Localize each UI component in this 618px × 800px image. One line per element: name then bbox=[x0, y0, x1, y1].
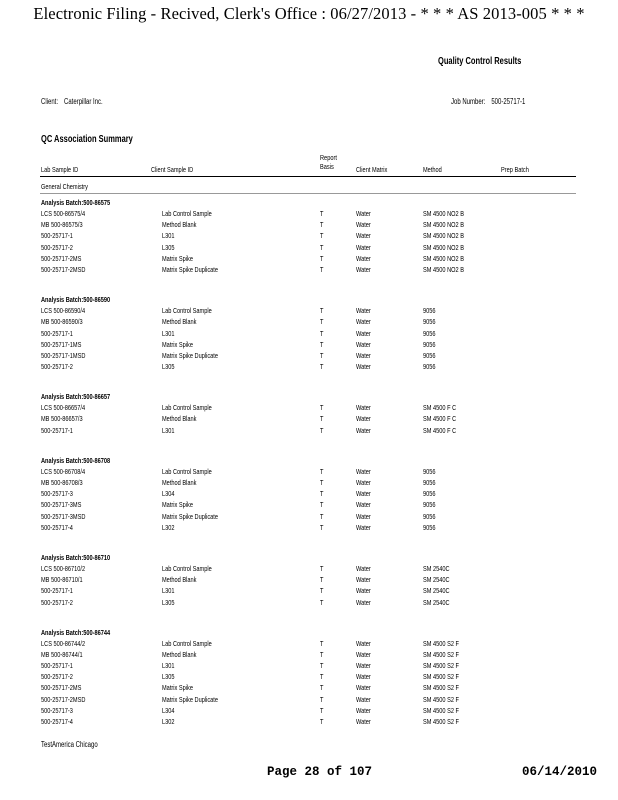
lab-sample-id-cell: LCS 500-86575/4 bbox=[41, 209, 86, 218]
batch-title-text: Analysis Batch:500-86708 bbox=[41, 455, 111, 465]
table-row bbox=[0, 243, 618, 254]
client-sample-id-cell: Lab Control Sample bbox=[162, 403, 212, 413]
client-matrix-cell: Water bbox=[356, 511, 371, 521]
lab-sample-id-cell: MB 500-86575/3 bbox=[41, 220, 83, 230]
lab-sample-id-cell: 500-25717-2 bbox=[41, 672, 73, 682]
client-matrix-cell: Water bbox=[356, 500, 371, 510]
lab-sample-id-cell: 500-25717-1MS bbox=[41, 339, 82, 349]
method-cell: 9056 bbox=[423, 317, 436, 327]
client-matrix-cell: Water bbox=[356, 489, 371, 499]
report-basis-cell: T bbox=[320, 511, 324, 521]
client-sample-id-cell: Matrix Spike Duplicate bbox=[162, 350, 218, 360]
method-cell: 9056 bbox=[423, 306, 436, 316]
report-basis-cell: T bbox=[320, 683, 324, 693]
header-client-matrix: Client Matrix bbox=[356, 165, 388, 174]
client-sample-id-cell: Method Blank bbox=[162, 649, 197, 659]
client-matrix-cell: Water bbox=[356, 403, 371, 413]
client-sample-id-cell: L301 bbox=[162, 231, 175, 241]
client-matrix-cell: Water bbox=[356, 306, 371, 316]
report-basis-cell: T bbox=[320, 220, 324, 230]
method-cell: 9056 bbox=[423, 489, 436, 499]
batch-title-text: Analysis Batch:500-86590 bbox=[41, 295, 111, 305]
client-sample-id-cell: L302 bbox=[162, 717, 175, 726]
method-cell: SM 4500 NO2 B bbox=[423, 253, 464, 263]
client-matrix-cell: Water bbox=[356, 586, 371, 596]
analysis-batch bbox=[0, 553, 618, 609]
client-sample-id-cell: L304 bbox=[162, 489, 175, 499]
client-sample-id-cell: L304 bbox=[162, 705, 175, 715]
method-cell: SM 2540C bbox=[423, 586, 450, 596]
client-matrix-cell: Water bbox=[356, 317, 371, 327]
lab-sample-id-cell: 500-25717-1 bbox=[41, 328, 73, 338]
job-info bbox=[451, 97, 525, 106]
method-cell: SM 4500 F C bbox=[423, 403, 457, 413]
batch-spacer bbox=[0, 534, 618, 553]
lab-sample-id-cell: 500-25717-3 bbox=[41, 489, 73, 499]
table-row bbox=[0, 254, 618, 265]
client-matrix-cell: Water bbox=[356, 563, 371, 573]
table-row bbox=[0, 231, 618, 242]
table-row bbox=[0, 639, 618, 650]
lab-sample-id-cell: 500-25717-1 bbox=[41, 586, 73, 596]
method-cell: 9056 bbox=[423, 350, 436, 360]
lab-sample-id-cell: 500-25717-3MSD bbox=[41, 511, 86, 521]
report-basis-cell: T bbox=[320, 478, 324, 487]
method-cell: 9056 bbox=[423, 339, 436, 349]
filing-banner: Electronic Filing - Recived, Clerk's Office : 06/27/2013 - * * * AS 2013-005 * * * bbox=[33, 4, 585, 23]
client-sample-id-cell: L305 bbox=[162, 362, 175, 372]
lab-sample-id-cell: LCS 500-86710/2 bbox=[41, 563, 86, 573]
report-basis-cell: T bbox=[320, 414, 324, 424]
report-basis-cell: T bbox=[320, 672, 324, 682]
report-basis-cell: T bbox=[320, 489, 324, 499]
method-cell: SM 4500 NO2 B bbox=[423, 242, 464, 252]
report-basis-cell: T bbox=[320, 403, 324, 413]
report-basis-cell: T bbox=[320, 661, 324, 671]
lab-sample-id-cell: 500-25717-2MS bbox=[41, 253, 82, 263]
method-cell: SM 4500 S2 F bbox=[423, 705, 459, 715]
method-cell: 9056 bbox=[423, 466, 436, 476]
lab-sample-id-cell: 500-25717-1 bbox=[41, 231, 73, 241]
report-basis-cell: T bbox=[320, 694, 324, 704]
report-title: Quality Control Results bbox=[438, 56, 522, 67]
table-row bbox=[0, 340, 618, 351]
report-basis-cell: T bbox=[320, 575, 324, 585]
header-client-sample-id: Client Sample ID bbox=[151, 165, 194, 174]
client-matrix-cell: Water bbox=[356, 597, 371, 607]
client-sample-id-cell: Method Blank bbox=[162, 575, 197, 585]
client-matrix-cell: Water bbox=[356, 466, 371, 476]
client-sample-id-cell: Method Blank bbox=[162, 317, 197, 327]
batch-title-text: Analysis Batch:500-86657 bbox=[41, 392, 111, 402]
method-cell: SM 4500 NO2 B bbox=[423, 264, 464, 274]
table-row bbox=[0, 564, 618, 575]
method-cell: SM 4500 S2 F bbox=[423, 694, 459, 704]
method-cell: SM 4500 NO2 B bbox=[423, 231, 464, 241]
table-row bbox=[0, 362, 618, 373]
client-matrix-cell: Water bbox=[356, 638, 371, 648]
lab-sample-id-cell: MB 500-86744/1 bbox=[41, 649, 83, 659]
header-rule bbox=[40, 176, 576, 177]
report-basis-cell: T bbox=[320, 586, 324, 596]
footer-date: 06/14/2010 bbox=[522, 765, 598, 779]
client-matrix-cell: Water bbox=[356, 694, 371, 704]
client-matrix-cell: Water bbox=[356, 478, 371, 487]
lab-sample-id-cell: 500-25717-3 bbox=[41, 705, 73, 715]
batch-spacer bbox=[0, 437, 618, 456]
header-lab-sample-id: Lab Sample ID bbox=[41, 165, 79, 174]
method-cell: SM 4500 S2 F bbox=[423, 649, 459, 659]
report-basis-cell: T bbox=[320, 522, 324, 532]
lab-sample-id-cell: LCS 500-86708/4 bbox=[41, 466, 86, 476]
client-sample-id-cell: L301 bbox=[162, 661, 175, 671]
client-matrix-cell: Water bbox=[356, 717, 371, 726]
lab-sample-id-cell: MB 500-86590/3 bbox=[41, 317, 83, 327]
method-cell: SM 4500 S2 F bbox=[423, 638, 459, 648]
lab-sample-id-cell: 500-25717-3MS bbox=[41, 500, 82, 510]
report-basis-cell: T bbox=[320, 500, 324, 510]
group-rule bbox=[40, 193, 576, 194]
lab-sample-id-cell: 500-25717-4 bbox=[41, 717, 73, 726]
client-matrix-cell: Water bbox=[356, 231, 371, 241]
client-sample-id-cell: Matrix Spike bbox=[162, 253, 193, 263]
client-matrix-cell: Water bbox=[356, 253, 371, 263]
batch-title bbox=[0, 456, 618, 467]
header-method: Method bbox=[423, 165, 442, 174]
client-sample-id-cell: L305 bbox=[162, 672, 175, 682]
batch-title-text: Analysis Batch:500-86710 bbox=[41, 552, 111, 562]
table-row bbox=[0, 403, 618, 414]
report-basis-cell: T bbox=[320, 264, 324, 274]
table-row bbox=[0, 306, 618, 317]
analysis-batch bbox=[0, 628, 618, 729]
job-label: Job Number: bbox=[451, 97, 486, 106]
analysis-batch bbox=[0, 295, 618, 373]
report-basis-cell: T bbox=[320, 638, 324, 648]
client-matrix-cell: Water bbox=[356, 328, 371, 338]
client-sample-id-cell: Matrix Spike Duplicate bbox=[162, 264, 218, 274]
report-basis-cell: T bbox=[320, 717, 324, 726]
lab-sample-id-cell: 500-25717-1 bbox=[41, 425, 73, 435]
client-sample-id-cell: Lab Control Sample bbox=[162, 466, 212, 476]
table-row bbox=[0, 351, 618, 362]
method-cell: 9056 bbox=[423, 522, 436, 532]
report-basis-cell: T bbox=[320, 242, 324, 252]
table-row bbox=[0, 598, 618, 609]
batch-title bbox=[0, 295, 618, 306]
table-row bbox=[0, 489, 618, 500]
client-sample-id-cell: L301 bbox=[162, 425, 175, 435]
lab-sample-id-cell: MB 500-86657/3 bbox=[41, 414, 83, 424]
client-sample-id-cell: Matrix Spike bbox=[162, 500, 193, 510]
batch-spacer bbox=[0, 373, 618, 392]
method-cell: SM 4500 S2 F bbox=[423, 717, 459, 726]
lab-sample-id-cell: 500-25717-1MSD bbox=[41, 350, 86, 360]
batch-spacer bbox=[0, 609, 618, 628]
client-matrix-cell: Water bbox=[356, 661, 371, 671]
footer-lab-name: TestAmerica Chicago bbox=[41, 740, 98, 749]
method-cell: SM 4500 F C bbox=[423, 425, 457, 435]
header-report-basis-line1: Report bbox=[320, 153, 337, 162]
method-cell: SM 4500 F C bbox=[423, 414, 457, 424]
client-sample-id-cell: L301 bbox=[162, 586, 175, 596]
report-basis-cell: T bbox=[320, 339, 324, 349]
method-cell: SM 2540C bbox=[423, 563, 450, 573]
batch-title bbox=[0, 628, 618, 639]
method-cell: SM 2540C bbox=[423, 597, 450, 607]
client-sample-id-cell: Method Blank bbox=[162, 478, 197, 487]
table-row bbox=[0, 661, 618, 672]
lab-sample-id-cell: 500-25717-2 bbox=[41, 242, 73, 252]
job-value: 500-25717-1 bbox=[491, 97, 526, 106]
method-cell: SM 4500 S2 F bbox=[423, 672, 459, 682]
client-sample-id-cell: Lab Control Sample bbox=[162, 306, 212, 316]
client-matrix-cell: Water bbox=[356, 425, 371, 435]
lab-sample-id-cell: 500-25717-2 bbox=[41, 597, 73, 607]
batch-title-text: Analysis Batch:500-86575 bbox=[41, 198, 111, 207]
table-row bbox=[0, 650, 618, 661]
report-basis-cell: T bbox=[320, 350, 324, 360]
table-row bbox=[0, 414, 618, 425]
header-report-basis bbox=[320, 153, 337, 171]
method-cell: SM 4500 NO2 B bbox=[423, 220, 464, 230]
table-row bbox=[0, 467, 618, 478]
client-label: Client: bbox=[41, 97, 59, 106]
client-matrix-cell: Water bbox=[356, 264, 371, 274]
client-matrix-cell: Water bbox=[356, 705, 371, 715]
report-basis-cell: T bbox=[320, 362, 324, 372]
table-row bbox=[0, 329, 618, 340]
client-sample-id-cell: Matrix Spike bbox=[162, 339, 193, 349]
table-row bbox=[0, 717, 618, 728]
table-row bbox=[0, 575, 618, 586]
header-prep-batch: Prep Batch bbox=[501, 165, 529, 174]
method-cell: SM 4500 S2 F bbox=[423, 661, 459, 671]
lab-sample-id-cell: 500-25717-1 bbox=[41, 661, 73, 671]
client-sample-id-cell: Lab Control Sample bbox=[162, 638, 212, 648]
section-title: QC Association Summary bbox=[41, 134, 133, 145]
table-row bbox=[0, 500, 618, 511]
method-cell: 9056 bbox=[423, 362, 436, 372]
report-basis-cell: T bbox=[320, 209, 324, 218]
table-row bbox=[0, 220, 618, 231]
report-basis-cell: T bbox=[320, 563, 324, 573]
report-basis-cell: T bbox=[320, 466, 324, 476]
header-report-basis-line2: Basis bbox=[320, 162, 334, 171]
report-basis-cell: T bbox=[320, 306, 324, 316]
page-number: Page 28 of 107 bbox=[267, 765, 373, 779]
report-basis-cell: T bbox=[320, 597, 324, 607]
method-cell: 9056 bbox=[423, 478, 436, 487]
report-basis-cell: T bbox=[320, 425, 324, 435]
client-matrix-cell: Water bbox=[356, 339, 371, 349]
client-matrix-cell: Water bbox=[356, 414, 371, 424]
table-row bbox=[0, 672, 618, 683]
batch-title-text: Analysis Batch:500-86744 bbox=[41, 627, 111, 637]
method-cell: SM 4500 NO2 B bbox=[423, 209, 464, 218]
method-cell: 9056 bbox=[423, 511, 436, 521]
client-sample-id-cell: L302 bbox=[162, 522, 175, 532]
client-sample-id-cell: Lab Control Sample bbox=[162, 563, 212, 573]
client-matrix-cell: Water bbox=[356, 522, 371, 532]
table-row bbox=[0, 512, 618, 523]
report-basis-cell: T bbox=[320, 317, 324, 327]
method-cell: SM 4500 S2 F bbox=[423, 683, 459, 693]
lab-sample-id-cell: MB 500-86708/3 bbox=[41, 478, 83, 487]
client-value: Caterpillar Inc. bbox=[64, 97, 103, 106]
group-label: General Chemistry bbox=[41, 182, 88, 191]
client-sample-id-cell: Matrix Spike Duplicate bbox=[162, 694, 218, 704]
lab-sample-id-cell: MB 500-86710/1 bbox=[41, 575, 83, 585]
table-row bbox=[0, 265, 618, 276]
table-row bbox=[0, 317, 618, 328]
batch-spacer bbox=[0, 276, 618, 295]
client-matrix-cell: Water bbox=[356, 350, 371, 360]
batch-title bbox=[0, 198, 618, 209]
batch-list bbox=[0, 198, 618, 728]
lab-sample-id-cell: LCS 500-86590/4 bbox=[41, 306, 86, 316]
client-sample-id-cell: Matrix Spike bbox=[162, 683, 193, 693]
table-row bbox=[0, 695, 618, 706]
report-basis-cell: T bbox=[320, 253, 324, 263]
analysis-batch bbox=[0, 198, 618, 276]
client-sample-id-cell: Method Blank bbox=[162, 220, 197, 230]
client-info bbox=[41, 97, 103, 106]
lab-sample-id-cell: 500-25717-2MS bbox=[41, 683, 82, 693]
client-matrix-cell: Water bbox=[356, 575, 371, 585]
lab-sample-id-cell: LCS 500-86744/2 bbox=[41, 638, 86, 648]
method-cell: SM 2540C bbox=[423, 575, 450, 585]
client-sample-id-cell: L305 bbox=[162, 242, 175, 252]
client-matrix-cell: Water bbox=[356, 362, 371, 372]
table-row bbox=[0, 478, 618, 489]
client-sample-id-cell: Method Blank bbox=[162, 414, 197, 424]
method-cell: 9056 bbox=[423, 328, 436, 338]
client-matrix-cell: Water bbox=[356, 672, 371, 682]
batch-title bbox=[0, 553, 618, 564]
table-row bbox=[0, 586, 618, 597]
table-row bbox=[0, 683, 618, 694]
batch-title bbox=[0, 392, 618, 403]
client-matrix-cell: Water bbox=[356, 242, 371, 252]
client-matrix-cell: Water bbox=[356, 209, 371, 218]
client-matrix-cell: Water bbox=[356, 683, 371, 693]
method-cell: 9056 bbox=[423, 500, 436, 510]
table-row bbox=[0, 523, 618, 534]
client-sample-id-cell: L305 bbox=[162, 597, 175, 607]
report-basis-cell: T bbox=[320, 705, 324, 715]
lab-sample-id-cell: 500-25717-2MSD bbox=[41, 264, 86, 274]
report-basis-cell: T bbox=[320, 649, 324, 659]
analysis-batch bbox=[0, 392, 618, 437]
lab-sample-id-cell: 500-25717-2 bbox=[41, 362, 73, 372]
lab-sample-id-cell: 500-25717-4 bbox=[41, 522, 73, 532]
client-sample-id-cell: L301 bbox=[162, 328, 175, 338]
client-sample-id-cell: Matrix Spike Duplicate bbox=[162, 511, 218, 521]
client-sample-id-cell: Lab Control Sample bbox=[162, 209, 212, 218]
report-basis-cell: T bbox=[320, 231, 324, 241]
client-matrix-cell: Water bbox=[356, 649, 371, 659]
lab-sample-id-cell: LCS 500-86657/4 bbox=[41, 403, 86, 413]
table-row bbox=[0, 209, 618, 220]
table-row bbox=[0, 706, 618, 717]
client-matrix-cell: Water bbox=[356, 220, 371, 230]
table-row bbox=[0, 426, 618, 437]
analysis-batch bbox=[0, 456, 618, 534]
report-basis-cell: T bbox=[320, 328, 324, 338]
lab-sample-id-cell: 500-25717-2MSD bbox=[41, 694, 86, 704]
